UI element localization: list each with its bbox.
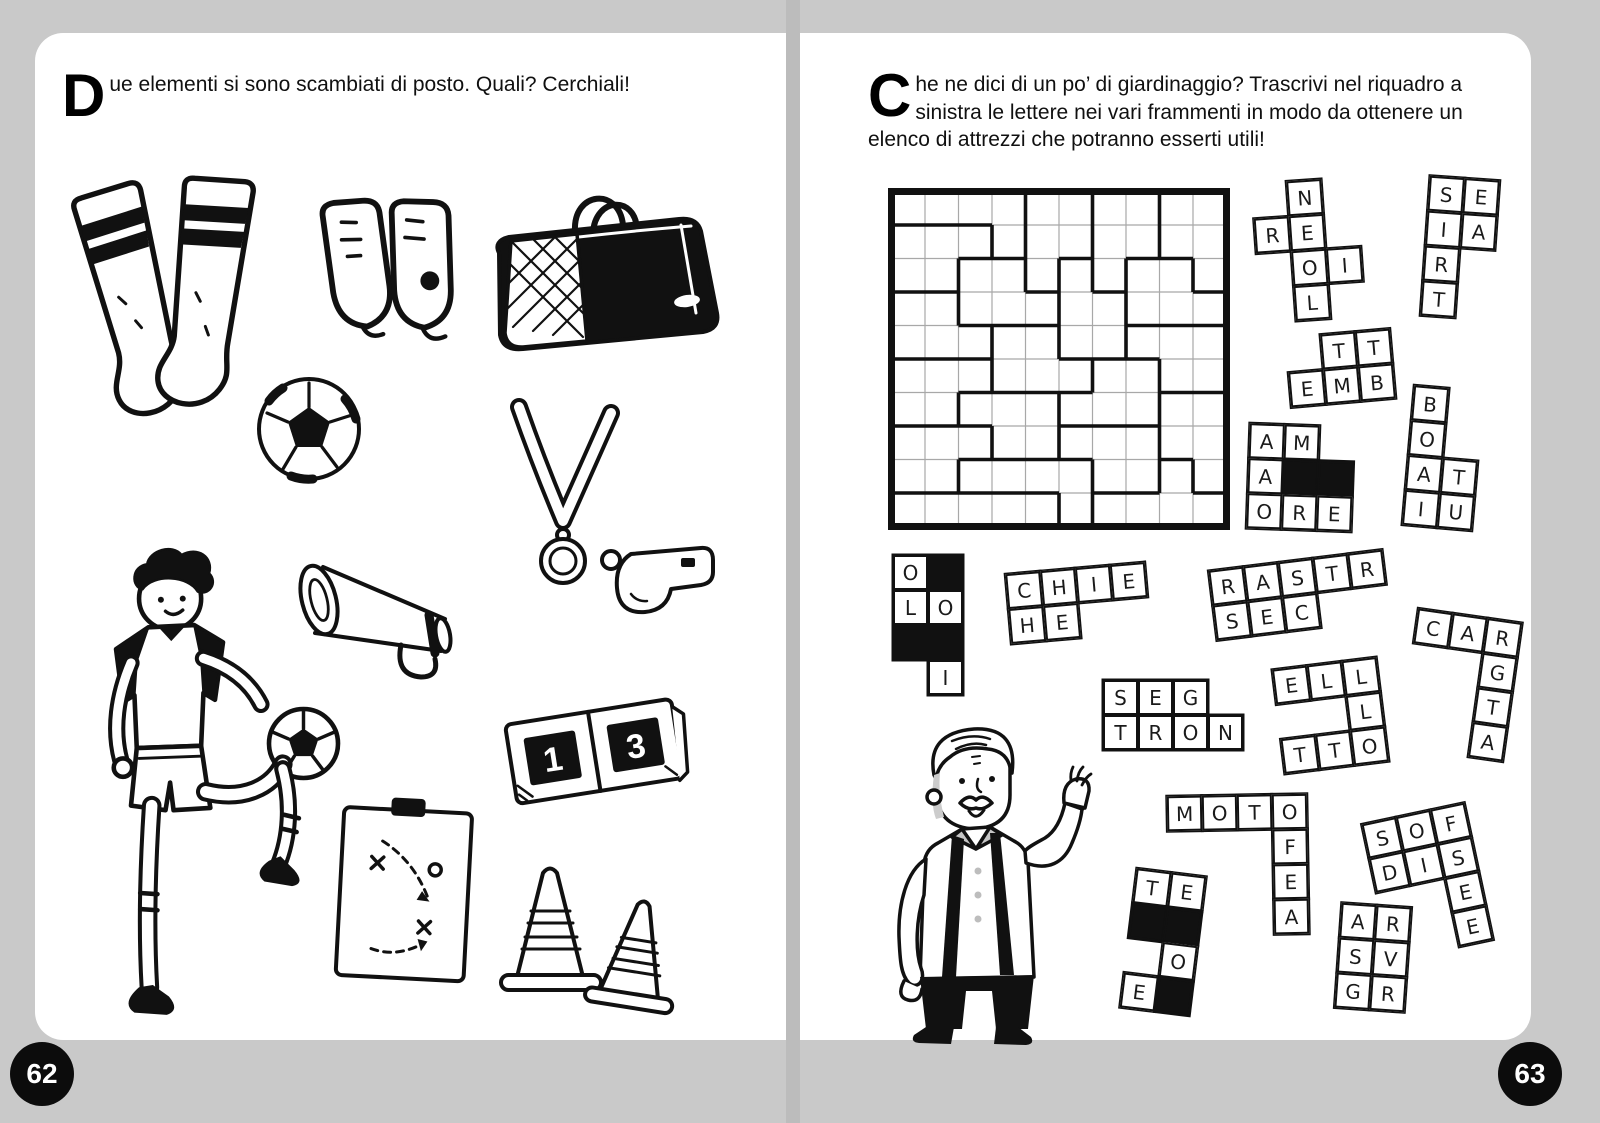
fragment-letter-cell: E xyxy=(1138,680,1173,715)
fragment-letter-cell: O xyxy=(1408,420,1446,458)
page-right xyxy=(800,33,1531,1040)
fragment-letter-cell: L xyxy=(1346,692,1385,731)
fragment-letter-cell: O xyxy=(1272,794,1308,830)
fragment-letter-cell: S xyxy=(1103,680,1138,715)
drop-cap-left: D xyxy=(62,62,106,129)
fragment-letter-cell: I xyxy=(1403,844,1445,886)
fragment-letter-cell: T xyxy=(1440,458,1478,496)
fragment-black-cell xyxy=(1128,903,1167,942)
fragment-letter-cell: E xyxy=(1452,905,1494,947)
fragment-letter-cell: T xyxy=(1355,329,1393,367)
fragment-letter-cell: T xyxy=(1473,687,1513,727)
fragment-letter-cell: M xyxy=(1167,796,1203,832)
page-number-left: 62 xyxy=(10,1042,74,1106)
fragment-letter-cell: F xyxy=(1430,803,1472,845)
fragment-letter-cell: O xyxy=(1396,810,1438,852)
fragment-segtron xyxy=(1103,680,1243,750)
fragment-letter-cell: M xyxy=(1323,366,1361,404)
fragment-rastrsec xyxy=(1208,550,1390,641)
fragment-black-cell xyxy=(1154,977,1193,1016)
cone-2 xyxy=(584,895,688,1014)
fragment-letter-cell: T xyxy=(1237,794,1273,830)
fragment-boatiu xyxy=(1402,385,1484,531)
cone-1 xyxy=(501,869,601,991)
fragment-letter-cell: A xyxy=(1460,213,1497,250)
medal-illustration xyxy=(519,407,611,583)
fragment-neol xyxy=(1251,177,1366,324)
fragment-letter-cell: E xyxy=(1247,597,1286,636)
score-left: 1 xyxy=(540,739,566,781)
fragment-letter-cell: R xyxy=(1423,246,1460,283)
fragment-letter-cell: E xyxy=(1272,666,1311,705)
fragment-letter-cell: O xyxy=(1246,493,1282,529)
score-right: 3 xyxy=(623,726,649,768)
fragment-letter-cell: R xyxy=(1208,567,1247,606)
tactics-board-illustration xyxy=(336,795,473,981)
fragment-letter-cell: G xyxy=(1478,653,1518,693)
fragment-letter-cell: S xyxy=(1337,938,1374,975)
fragment-black-cell xyxy=(1163,907,1202,946)
fragment-letter-cell: E xyxy=(1273,864,1309,900)
page-left xyxy=(35,33,786,1040)
fragment-letter-cell: E xyxy=(1043,603,1081,641)
fragment-letter-cell: L xyxy=(1341,657,1380,696)
fragment-letter-cell: G xyxy=(1173,680,1208,715)
fragment-letter-cell: O xyxy=(928,590,963,625)
fragment-letter-cell: I xyxy=(1075,565,1113,603)
cones-illustration xyxy=(501,869,688,1015)
fragment-letter-cell: S xyxy=(1437,837,1479,879)
fragment-letter-cell: T xyxy=(1281,735,1320,774)
fragment-letter-cell: T xyxy=(1313,554,1352,593)
scoreboard-illustration xyxy=(505,697,694,806)
football-player-illustration xyxy=(114,549,338,1015)
fragment-letter-cell: R xyxy=(1369,975,1406,1012)
fragment-letter-cell: I xyxy=(928,660,963,695)
fragment-letter-cell: M xyxy=(1284,424,1320,460)
fragment-letter-cell: D xyxy=(1369,851,1411,893)
fragment-letter-cell: A xyxy=(1339,903,1376,940)
fragment-letter-cell: H xyxy=(1008,606,1046,644)
fragment-letter-cell: E xyxy=(1288,370,1326,408)
answer-grid xyxy=(888,188,1230,530)
megaphone-illustration xyxy=(294,562,453,677)
fragment-letter-cell: E xyxy=(1445,871,1487,913)
page-number-right: 63 xyxy=(1498,1042,1562,1106)
fragment-seiart xyxy=(1420,176,1500,321)
fragment-letter-cell: O xyxy=(1159,942,1198,981)
whistle-illustration xyxy=(602,548,713,612)
soccer-ball-illustration xyxy=(259,379,359,479)
fragment-letter-cell: C xyxy=(1413,608,1453,648)
fragment-black-cell xyxy=(928,555,963,590)
fragment-letter-cell: A xyxy=(1468,722,1508,762)
fragment-black-cell xyxy=(1317,461,1353,497)
fragment-letter-cell: N xyxy=(1208,715,1243,750)
right-instruction-text: he ne dici di un po’ di giardinaggio? Trascrivi nel riquadro a sinistra le lettere nei vari frammenti in modo da ottenere un elenco di attrezzi che potranno esserti utili! xyxy=(868,73,1463,152)
fragment-elltto xyxy=(1272,657,1389,774)
fragment-black-cell xyxy=(893,625,928,660)
fragment-letter-cell: V xyxy=(1372,940,1409,977)
drop-cap-right: C xyxy=(868,62,912,129)
fragment-cargta xyxy=(1399,608,1522,761)
fragment-black-cell xyxy=(1282,459,1318,495)
fragment-letter-cell: L xyxy=(1307,661,1346,700)
fragment-letter-cell: E xyxy=(1316,496,1352,532)
fragment-letter-cell: I xyxy=(1425,211,1462,248)
fragment-letter-cell: A xyxy=(1274,899,1310,935)
sports-illustrations xyxy=(35,33,786,1040)
shin-guards-illustration xyxy=(318,195,457,341)
fragment-letter-cell: G xyxy=(1334,973,1371,1010)
fragment-letter-cell: E xyxy=(1120,972,1159,1011)
fragment-letter-cell: B xyxy=(1358,363,1396,401)
fragment-letter-cell: T xyxy=(1420,280,1457,317)
fragment-letter-cell: S xyxy=(1213,601,1252,640)
fragment-letter-cell: O xyxy=(1291,249,1328,286)
fragment-letter-cell: O xyxy=(893,555,928,590)
fragment-letter-cell: I xyxy=(1402,490,1440,528)
fragment-black-cell xyxy=(928,625,963,660)
fragment-letter-cell: I xyxy=(1326,246,1363,283)
fragment-letter-cell: E xyxy=(1289,214,1326,251)
fragment-letter-cell: C xyxy=(1282,593,1321,632)
old-man-illustration xyxy=(868,721,1098,1046)
fragment-letter-cell: E xyxy=(1167,873,1206,912)
fragment-letter-cell: S xyxy=(1278,558,1317,597)
fragment-letter-cell: B xyxy=(1411,385,1449,423)
fragment-letter-cell: A xyxy=(1243,562,1282,601)
fragment-letter-cell: R xyxy=(1254,216,1291,253)
fragment-letter-cell: E xyxy=(1462,178,1499,215)
fragment-letter-cell: C xyxy=(1005,571,1043,609)
fragment-letter-cell: S xyxy=(1362,817,1404,859)
fragment-letter-cell: O xyxy=(1173,715,1208,750)
right-puzzle-instructions xyxy=(868,62,1520,154)
fragment-letter-cell: A xyxy=(1249,423,1285,459)
fragment-letter-cell: O xyxy=(1350,726,1389,765)
fragment-letter-cell: L xyxy=(1293,284,1330,321)
socks-illustration xyxy=(68,174,254,420)
left-instruction-text: ue elementi si sono scambiati di posto. Quali? Cerchiali! xyxy=(109,73,630,96)
fragment-letter-cell: A xyxy=(1247,458,1283,494)
fragment-letter-cell: R xyxy=(1374,905,1411,942)
fragment-letter-cell: H xyxy=(1040,568,1078,606)
page-gutter xyxy=(786,0,800,1123)
fragment-letter-cell: U xyxy=(1437,493,1475,531)
fragment-letter-cell: R xyxy=(1347,550,1386,589)
fragment-ttemb xyxy=(1285,329,1396,408)
fragment-letter-cell: T xyxy=(1315,731,1354,770)
fragment-letter-cell: T xyxy=(1103,715,1138,750)
sports-bag-illustration xyxy=(473,199,717,350)
fragment-letter-cell: N xyxy=(1286,179,1323,216)
fragment-letter-cell: A xyxy=(1405,455,1443,493)
fragment-chiehe xyxy=(1005,562,1151,644)
fragment-letter-cell: O xyxy=(1202,795,1238,831)
fragment-letter-cell: E xyxy=(1110,562,1148,600)
fragment-letter-cell: R xyxy=(1483,618,1523,658)
fragment-amore xyxy=(1246,423,1355,532)
fragment-teoe xyxy=(1120,868,1207,1015)
fragment-oloi xyxy=(893,555,963,695)
fragment-letter-cell: R xyxy=(1138,715,1173,750)
fragment-letter-cell: A xyxy=(1448,613,1488,653)
fragment-letter-cell: T xyxy=(1320,332,1358,370)
fragment-letter-cell: R xyxy=(1281,494,1317,530)
fragment-letter-cell: S xyxy=(1428,176,1465,213)
fragment-letter-cell: F xyxy=(1272,829,1308,865)
fragment-letter-cell: T xyxy=(1133,868,1172,907)
fragment-letter-cell: L xyxy=(893,590,928,625)
fragment-arsvgr xyxy=(1334,903,1411,1013)
